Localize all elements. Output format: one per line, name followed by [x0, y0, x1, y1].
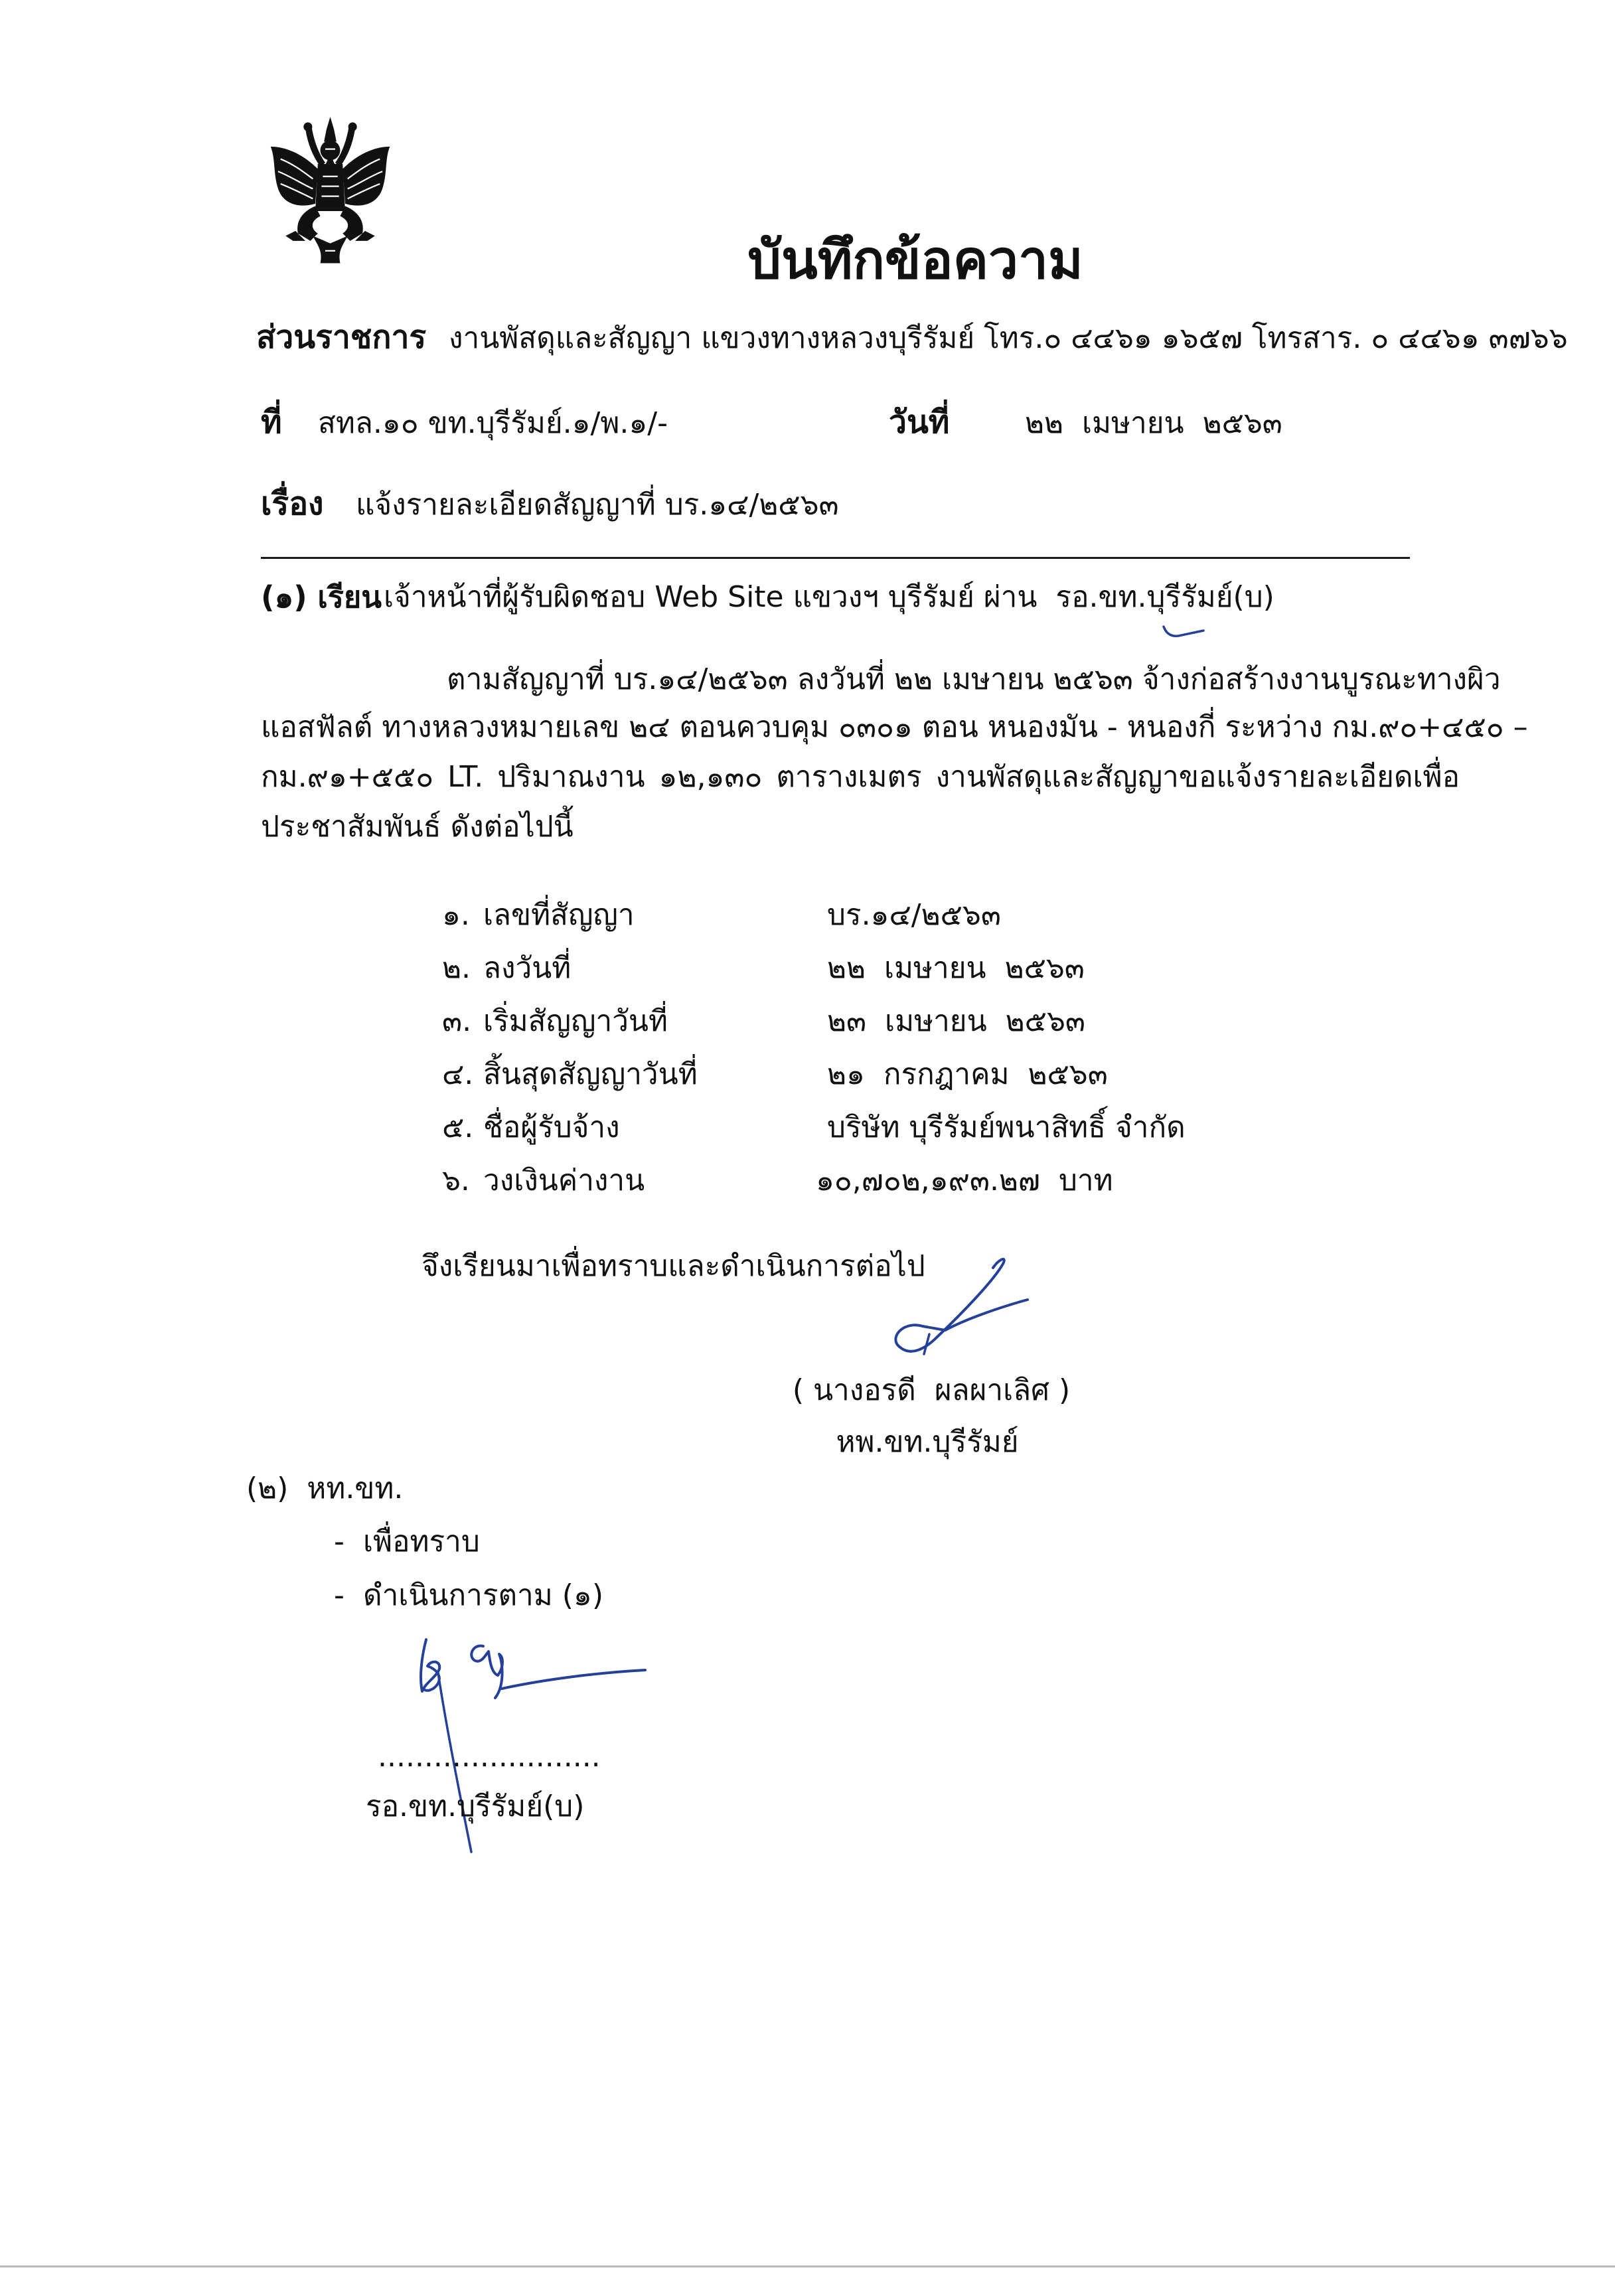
- endorsement-item-text: ดำเนินการตาม (๑): [363, 1578, 603, 1612]
- body-line: ประชาสัมพันธ์ ดังต่อไปนี้: [261, 810, 574, 844]
- item-value: ๑๐,๗๐๒,๑๙๓.๒๗ บาท: [816, 1164, 1113, 1197]
- item-number: ๖.: [442, 1164, 470, 1197]
- item-value: บริษัท บุรีรัมย์พนาสิทธิ์ จำกัด: [827, 1110, 1186, 1144]
- item-number: ๔.: [442, 1057, 474, 1091]
- body-line: แอสฟัลต์ ทางหลวงหมายเลข ๒๔ ตอนควบคุม ๐๓๐๑ ตอน หนองมัน - หนองกี่ ระหว่าง กม.๙๐+๔๕๐ –: [261, 710, 1528, 744]
- item-value: ๒๒ เมษายน ๒๕๖๓: [827, 951, 1085, 985]
- endorsement-label: (๒) หท.ขท.: [246, 1472, 404, 1505]
- item-label: สิ้นสุดสัญญาวันที่: [483, 1057, 698, 1091]
- endorsement-item-text: เพื่อทราบ: [363, 1525, 480, 1559]
- ref-value: สทล.๑๐ ขท.บุรีรัมย์.๑/พ.๑/-: [318, 406, 668, 440]
- signer-name: ( นางอรดี ผลผาเลิศ ): [792, 1373, 1071, 1407]
- subject-label: เรื่อง: [261, 485, 324, 522]
- subject-value: แจ้งรายละเอียดสัญญาที่ บร.๑๔/๒๕๖๓: [356, 488, 839, 522]
- item-number: ๓.: [442, 1004, 472, 1038]
- item-label: วงเงินค่างาน: [483, 1164, 645, 1197]
- ink-check-mark: [1158, 623, 1211, 645]
- addressee-value: เจ้าหน้าที่ผู้รับผิดชอบ Web Site แขวงฯ บุรีรัมย์ ผ่าน รอ.ขท.บุรีรัมย์(บ): [384, 580, 1274, 614]
- signer-position: หพ.ขท.บุรีรัมย์: [836, 1425, 1019, 1459]
- item-value: ๒๑ กรกฎาคม ๒๕๖๓: [827, 1057, 1108, 1091]
- bullet-dash: -: [334, 1525, 345, 1559]
- item-number: ๕.: [442, 1110, 474, 1144]
- item-label: เริ่มสัญญาวันที่: [483, 1004, 668, 1038]
- date-label: วันที่: [889, 404, 950, 441]
- signature-1: [863, 1248, 1042, 1374]
- date-value: ๒๒ เมษายน ๒๕๖๓: [1025, 406, 1282, 440]
- scan-edge-line: [0, 2265, 1615, 2267]
- endorser-position: รอ.ขท.บุรีรัมย์(บ): [366, 1790, 585, 1823]
- agency-value: งานพัสดุและสัญญา แขวงทางหลวงบุรีรัมย์ โทร.๐ ๔๔๖๑ ๑๖๕๗ โทรสาร. ๐ ๔๔๖๑ ๓๗๖๖: [449, 321, 1568, 355]
- signature-dotted-line: ........................: [378, 1740, 601, 1774]
- item-label: ชื่อผู้รับจ้าง: [483, 1110, 620, 1144]
- ref-label: ที่: [261, 404, 282, 441]
- bullet-dash: -: [334, 1578, 345, 1612]
- agency-label: ส่วนราชการ: [256, 319, 427, 356]
- item-number: ๒.: [442, 951, 471, 985]
- garuda-emblem-icon: [268, 117, 392, 268]
- header-divider: [261, 557, 1410, 559]
- body-line: กม.๙๑+๕๕๐ LT. ปริมาณงาน ๑๒,๑๓๐ ตารางเมตร งานพัสดุและสัญญาขอแจ้งรายละเอียดเพื่อ: [261, 760, 1460, 794]
- item-label: เลขที่สัญญา: [483, 898, 635, 932]
- closing-text: จึงเรียนมาเพื่อทราบและดำเนินการต่อไป: [422, 1249, 925, 1283]
- item-value: บร.๑๔/๒๕๖๓: [827, 898, 1001, 932]
- body-line: ตามสัญญาที่ บร.๑๔/๒๕๖๓ ลงวันที่ ๒๒ เมษายน ๒๕๖๓ จ้างก่อสร้างงานบูรณะทางผิว: [447, 662, 1501, 696]
- addressee-label: (๑) เรียน: [261, 579, 382, 615]
- item-value: ๒๓ เมษายน ๒๕๖๓: [827, 1004, 1085, 1038]
- item-label: ลงวันที่: [483, 951, 572, 985]
- item-number: ๑.: [442, 898, 470, 932]
- memo-title: บันทึกข้อความ: [747, 229, 1083, 291]
